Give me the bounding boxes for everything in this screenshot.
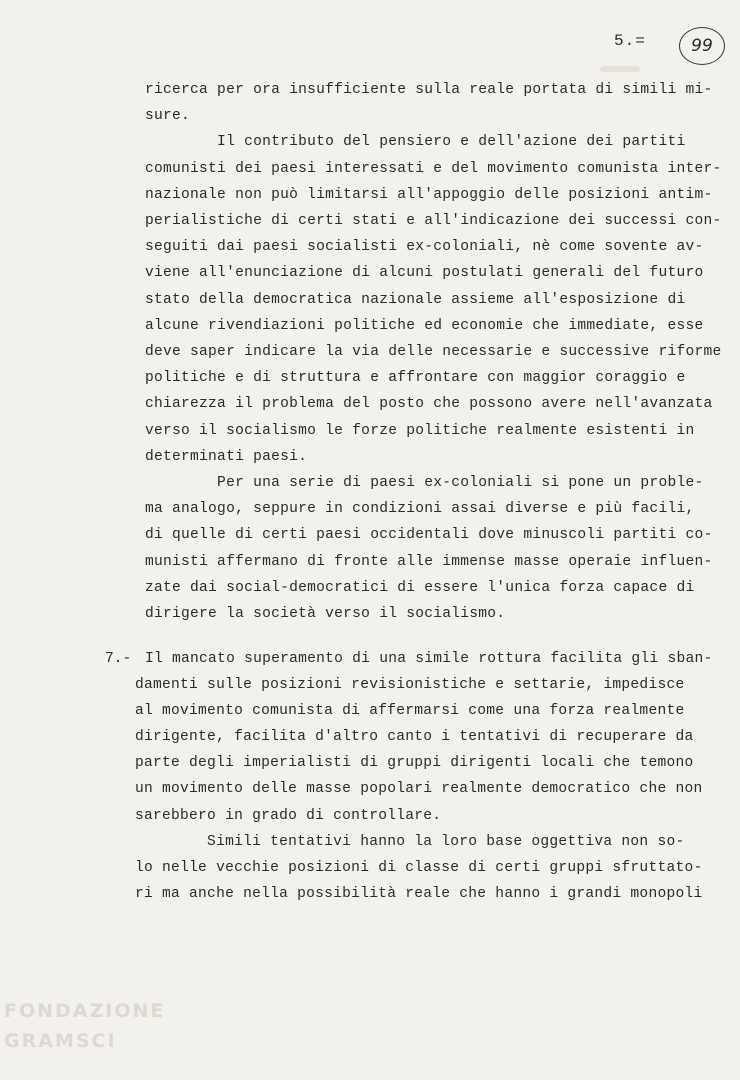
text-line: Per una serie di paesi ex-coloniali si pone un proble- [145, 475, 704, 491]
text-line: lo nelle vecchie posizioni di classe di certi gruppi sfruttato- [135, 859, 703, 876]
text-line: stato della democratica nazionale assieme all'esposizione di [145, 291, 686, 308]
text-line: perialistiche di certi stati e all'indicazione dei successi con- [145, 213, 722, 229]
text-line: zate dai social-democratici di essere l'unica forza capace di [145, 579, 695, 596]
page-number: 5.= [614, 32, 646, 50]
text-line: ri ma anche nella possibilità reale che hanno i grandi monopoli [135, 885, 703, 902]
text-line: determinati paesi. [145, 448, 308, 465]
text-line: parte degli imperialisti di gruppi dirigenti locali che temono [135, 755, 694, 772]
text-line: ricerca per ora insufficiente sulla reale portata di simili mi- [145, 82, 713, 98]
text-line: un movimento delle masse popolari realmente democratico che non [135, 781, 703, 798]
text-line: deve saper indicare la via delle necessarie e successive riforme [145, 344, 722, 360]
text-line: politiche e di struttura e affrontare con maggior coraggio e [145, 370, 686, 387]
section-number: 7.- [105, 651, 132, 667]
text-line: munisti affermano di fronte alle immense masse operaie influen- [145, 553, 713, 570]
text-line: damenti sulle posizioni revisionistiche e settarie, impedisce [135, 677, 685, 693]
text-line: Simili tentativi hanno la loro base oggettiva non so- [135, 833, 685, 850]
section-7-first-line: Il mancato superamento di una simile rottura facilita gli sban- [145, 651, 713, 667]
text-line: seguiti dai paesi socialisti ex-coloniali, nè come sovente av- [145, 239, 704, 256]
text-line: dirigente, facilita d'altro canto i tentativi di recuperare da [135, 729, 694, 746]
text-line: alcune rivendiazioni politiche ed economie che immediate, esse [145, 317, 704, 334]
text-line: comunisti dei paesi interessati e del movimento comunista inter- [145, 160, 722, 177]
text-line: dirigere la società verso il socialismo. [145, 606, 506, 622]
text-line: ma analogo, seppure in condizioni assai diverse e più facili, [145, 501, 695, 518]
archive-stamp: 99 [679, 27, 725, 65]
text-line: nazionale non può limitarsi all'appoggio delle posizioni antim- [145, 186, 713, 203]
text-line: viene all'enunciazione di alcuni postulati generali del futuro [145, 265, 704, 282]
text-line: di quelle di certi paesi occidentali dove minuscoli partiti co- [145, 527, 713, 544]
text-line: chiarezza il problema del posto che possono avere nell'avanzata [145, 396, 713, 413]
text-line: sarebbero in grado di controllare. [135, 807, 442, 824]
smudge [600, 66, 640, 72]
text-line: Il contributo del pensiero e dell'azione dei partiti [145, 134, 686, 151]
text-line: sure. [145, 108, 191, 125]
text-line: al movimento comunista di affermarsi come una forza realmente [135, 703, 685, 720]
text-line: verso il socialismo le forze politiche realmente esistenti in [145, 422, 695, 439]
watermark: FONDAZIONE GRAMSCI [4, 1000, 166, 1052]
